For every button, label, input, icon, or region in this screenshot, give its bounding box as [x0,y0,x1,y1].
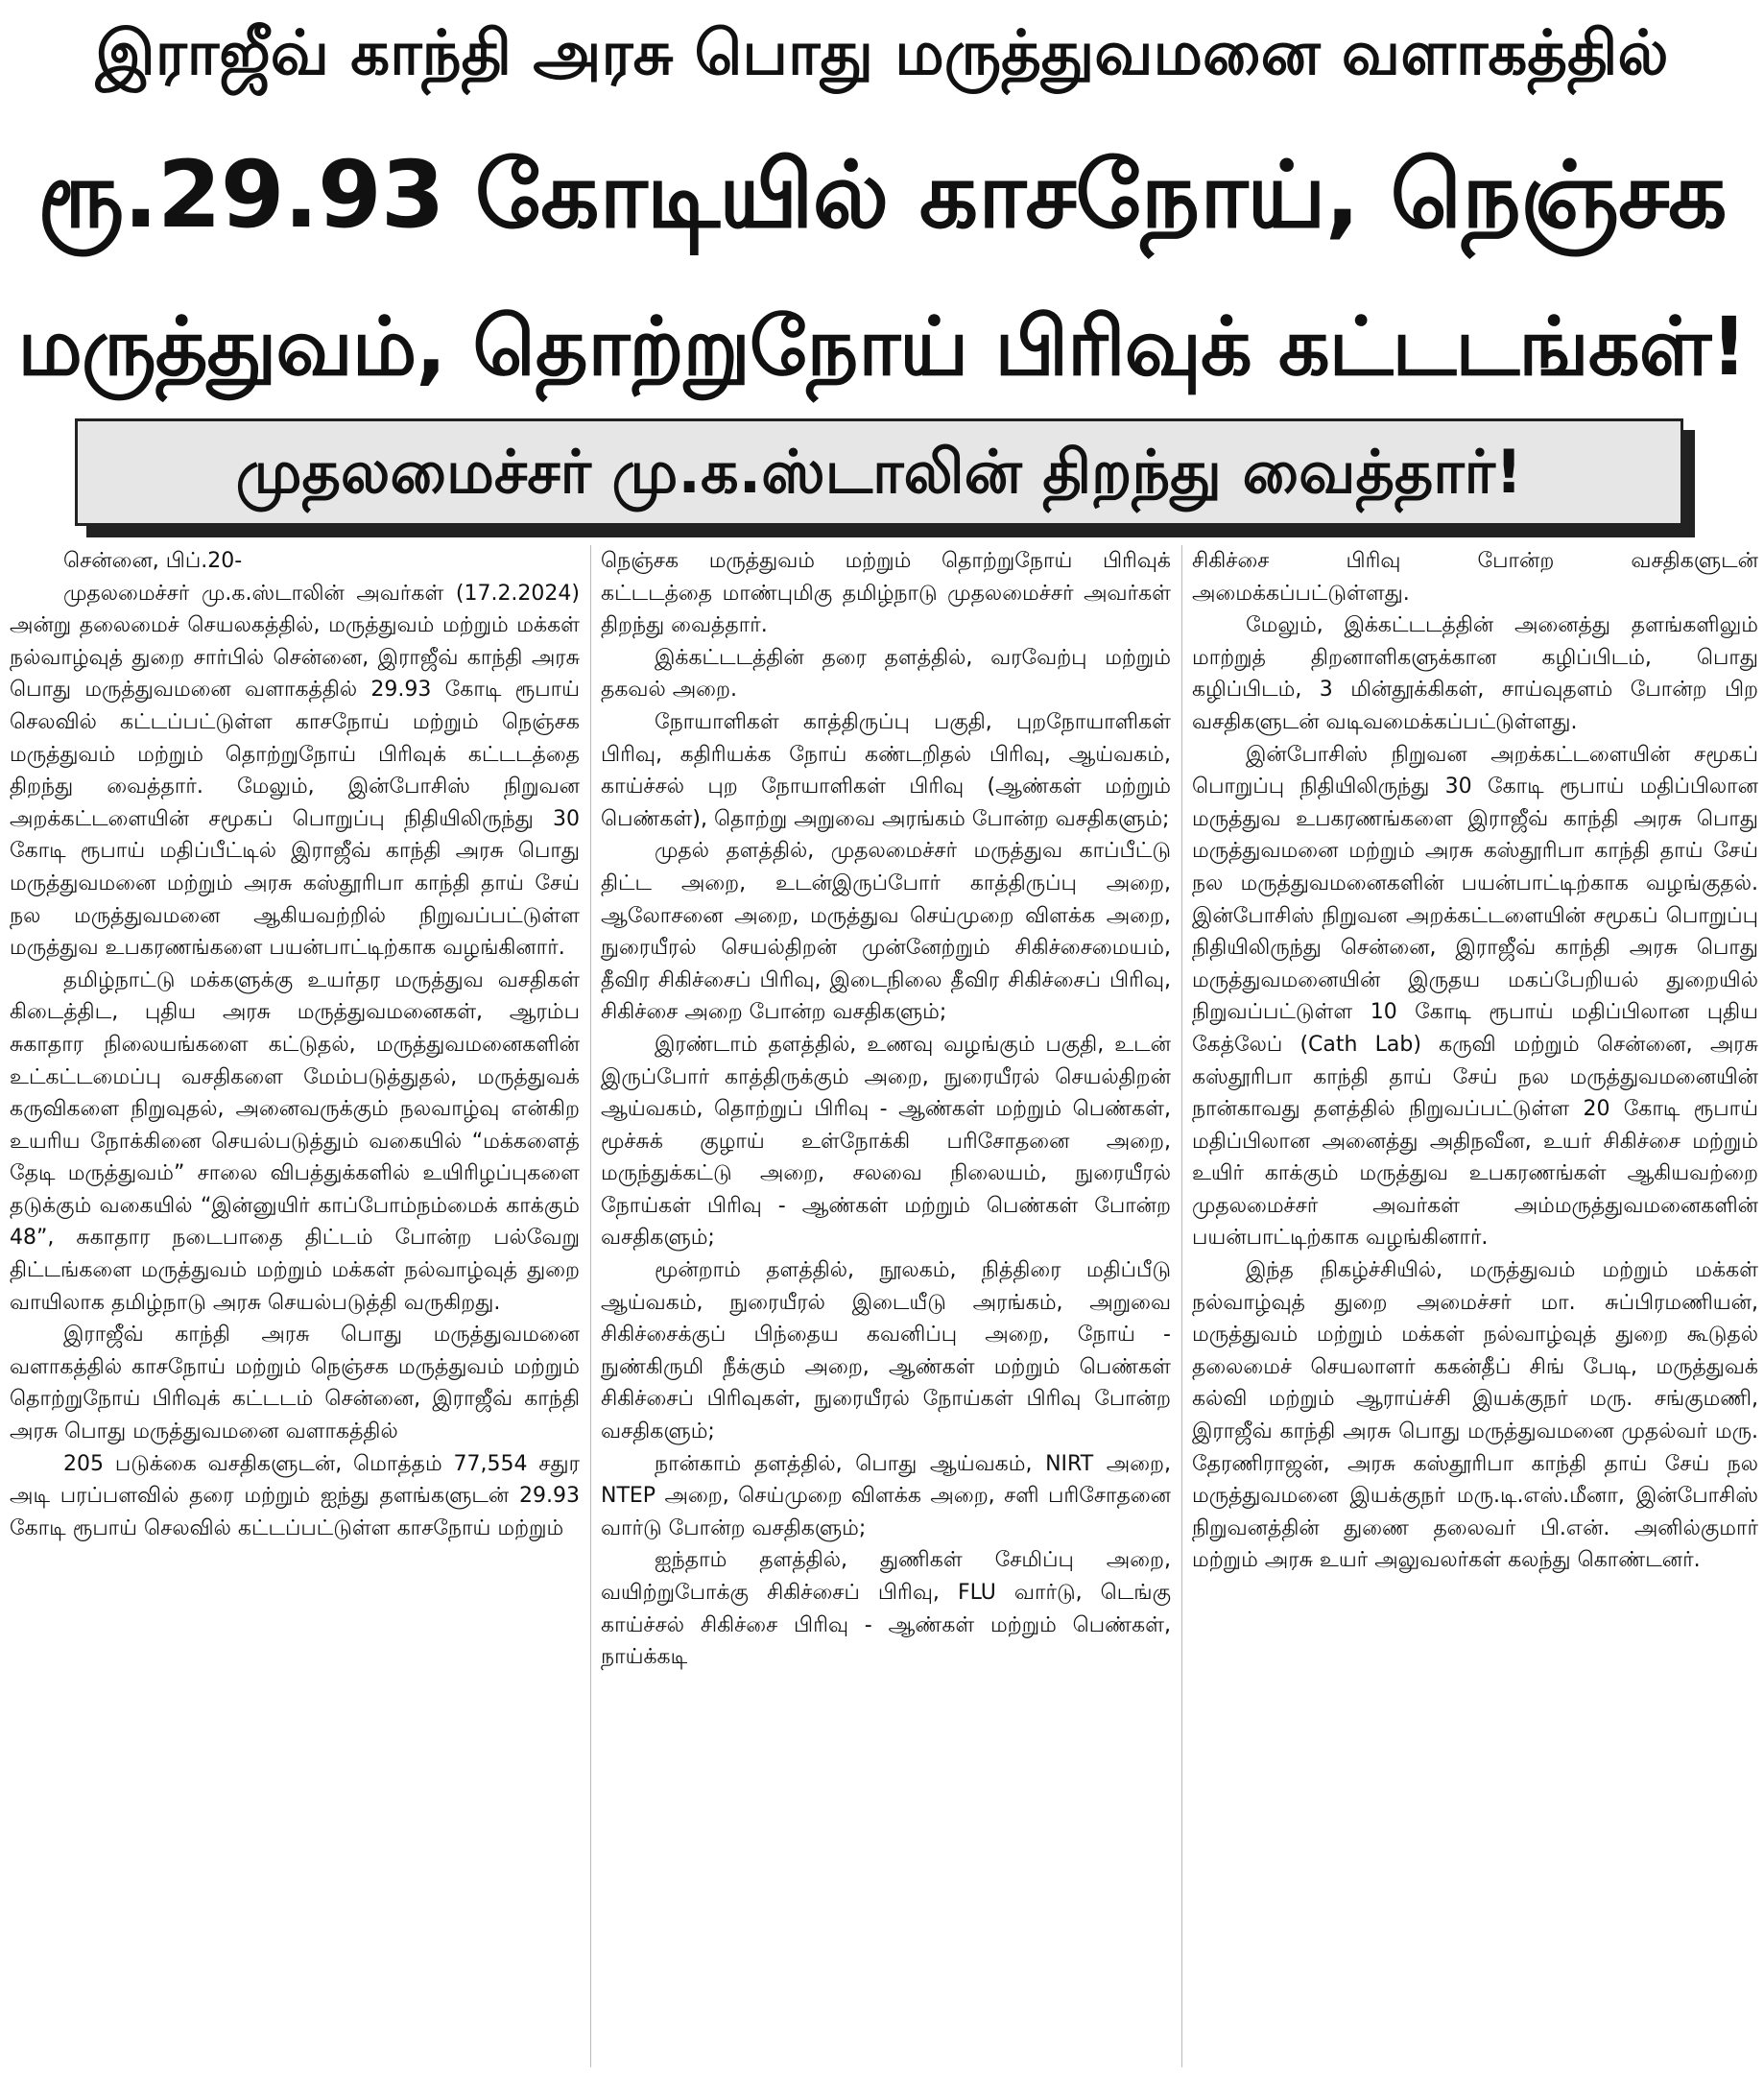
paragraph: நெஞ்சக மருத்துவம் மற்றும் தொற்றுநோய் பிரிவுக் கட்டடத்தை மாண்புமிகு தமிழ்நாடு முதலமைச்சர் அவர்கள் திறந்து வைத்தார். [601,549,1171,638]
paragraph: தமிழ்நாட்டு மக்களுக்கு உயர்தர மருத்துவ வசதிகள் கிடைத்திட, புதிய அரசு மருத்துவமனைகள், ஆரம்ப சுகாதார நிலையங்களை கட்டுதல், மருத்துவமனைகளின் உட்கட்டமைப்பு வசதிகளை மேம்படுத்துதல், மருத்துவக் கருவிகளை நிறுவுதல், அனைவருக்கும் நலவாழ்வு என்கிற உயரிய நோக்கினை செயல்படுத்தும் வகையில் “மக்களைத் தேடி மருத்துவம்” சாலை விபத்துக்களில் உயிரிழப்புகளை தடுக்கும் வகையில் “இன்னுயிர் காப்போம்நம்மைக் காக்கும் 48”, சுகாதார நடைபாதை திட்டம் போன்ற பல்வேறு திட்டங்களை மருத்துவம் மற்றும் மக்கள் நல்வாழ்வுத் துறை வாயிலாக தமிழ்நாடு அரசு செயல்படுத்தி வருகிறது. [10,967,580,1315]
paragraph: நோயாளிகள் காத்திருப்பு பகுதி, புறநோயாளிகள் பிரிவு, கதிரியக்க நோய் கண்டறிதல் பிரிவு, ஆய்வகம், காய்ச்சல் புற நோயாளிகள் பிரிவு (ஆண்கள் மற்றும் பெண்கள்), தொற்று அறுவை அரங்கம் போன்ற வசதிகளும்; [601,709,1171,831]
paragraph: ஐந்தாம் தளத்தில், துணிகள் சேமிப்பு அறை, வயிற்றுபோக்கு சிகிச்சைப் பிரிவு, FLU வார்டு, டெங்கு காய்ச்சல் சிகிச்சை பிரிவு - ஆண்கள் மற்றும் பெண்கள், நாய்க்கடி [601,1548,1171,1670]
headline-line-2: மருத்துவம், தொற்றுநோய் பிரிவுக் கட்டடங்கள்! [17,299,1747,394]
article-column-2 [601,545,1171,2067]
paragraph: முதலமைச்சர் மு.க.ஸ்டாலின் அவர்கள் (17.2.2024) அன்று தலைமைச் செயலகத்தில், மருத்துவம் மற்றும் மக்கள் நல்வாழ்வுத் துறை சார்பில் சென்னை, இராஜீவ் காந்தி அரசு பொது மருத்துவமனை வளாகத்தில் 29.93 கோடி ரூபாய் செலவில் கட்டப்பட்டுள்ள காசநோய் மற்றும் நெஞ்சக மருத்துவம் மற்றும் தொற்றுநோய் பிரிவுக் கட்டடத்தை திறந்து வைத்தார். மேலும், இன்போசிஸ் நிறுவன அறக்கட்டளையின் சமூகப் பொறுப்பு நிதியிலிருந்து 30 கோடி ரூபாய் மதிப்பீட்டில் இராஜீவ் காந்தி அரசு பொது மருத்துவமனை மற்றும் அரசு கஸ்தூரிபா காந்தி தாய் சேய் நல மருத்துவமனை ஆகியவற்றில் நிறுவப்பட்டுள்ள மருத்துவ உபகரணங்களை பயன்பாட்டிற்காக வழங்கினார். [10,581,580,961]
paragraph: நான்காம் தளத்தில், பொது ஆய்வகம், NIRT அறை, NTEP அறை, செய்முறை விளக்க அறை, சளி பரிசோதனை வார்டு போன்ற வசதிகளும்; [601,1451,1171,1540]
article-column-1 [10,545,580,2067]
paragraph: முதல் தளத்தில், முதலமைச்சர் மருத்துவ காப்பீட்டு திட்ட அறை, உடன்இருப்போர் காத்திருப்பு அறை, ஆலோசனை அறை, மருத்துவ செய்முறை விளக்க அறை, நுரையீரல் செயல்திறன் முன்னேற்றும் சிகிச்சைமையம், தீவிர சிகிச்சைப் பிரிவு, இடைநிலை தீவிர சிகிச்சைப் பிரிவு, சிகிச்சை அறை போன்ற வசதிகளும்; [601,839,1171,1025]
paragraph: மேலும், இக்கட்டடத்தின் அனைத்து தளங்களிலும் மாற்றுத் திறனாளிகளுக்கான கழிப்பிடம், பொது கழிப்பிடம், 3 மின்தூக்கிகள், சாய்வுதளம் போன்ற பிற வசதிகளுடன் வடிவமைக்கப்பட்டுள்ளது. [1192,613,1758,734]
paragraph: இந்த நிகழ்ச்சியில், மருத்துவம் மற்றும் மக்கள் நல்வாழ்வுத் துறை அமைச்சர் மா. சுப்பிரமணியன், மருத்துவம் மற்றும் மக்கள் நல்வாழ்வுத் துறை கூடுதல் தலைமைச் செயலாளர் ககன்தீப் சிங் பேடி, மருத்துவக் கல்வி மற்றும் ஆராய்ச்சி இயக்குநர் மரு. சங்குமணி, இராஜீவ் காந்தி அரசு பொது மருத்துவமனை முதல்வர் மரு. தேரணிராஜன், அரசு கஸ்தூரிபா காந்தி தாய் சேய் நல மருத்துவமனை இயக்குநர் மரு.டி.எஸ்.மீனா, இன்போசிஸ் நிறுவனத்தின் துணை தலைவர் பி.என். அனில்குமார் மற்றும் அரசு உயர் அலுவலர்கள் கலந்து கொண்டனர். [1192,1258,1758,1573]
paragraph: இக்கட்டடத்தின் தரை தளத்தில், வரவேற்பு மற்றும் தகவல் அறை. [601,645,1171,703]
paragraph: இராஜீவ் காந்தி அரசு பொது மருத்துவமனை வளாகத்தில் காசநோய் மற்றும் நெஞ்சக மருத்துவம் மற்றும் தொற்றுநோய் பிரிவுக் கட்டடம் சென்னை, இராஜீவ் காந்தி அரசு பொது மருத்துவமனை வளாகத்தில் [10,1323,580,1444]
paragraph: சிகிச்சை பிரிவு போன்ற வசதிகளுடன் அமைக்கப்பட்டுள்ளது. [1192,549,1758,606]
deck-subheadline: முதலமைச்சர் மு.க.ஸ்டாலின் திறந்து வைத்தார்! [75,418,1683,526]
kicker-headline: இராஜீவ் காந்தி அரசு பொது மருத்துவமனை வளாகத்தில் [95,18,1669,89]
paragraph: மூன்றாம் தளத்தில், நூலகம், நித்திரை மதிப்பீடு ஆய்வகம், நுரையீரல் இடையீடு அரங்கம், அறுவை சிகிச்சைக்குப் பிந்தைய கவனிப்பு அறை, நோய் - நுண்கிருமி நீக்கும் அறை, ஆண்கள் மற்றும் பெண்கள் சிகிச்சைப் பிரிவுகள், நுரையீரல் நோய்கள் பிரிவு போன்ற வசதிகளும்; [601,1258,1171,1444]
headline-line-1: ரூ.29.93 கோடியில் காசநோய், நெஞ்சக [37,141,1727,249]
column-rule [1181,545,1182,2067]
column-rule [590,545,591,2067]
paragraph: 205 படுக்கை வசதிகளுடன், மொத்தம் 77,554 சதுர அடி பரப்பளவில் தரை மற்றும் ஐந்து தளங்களுடன் 29.93 கோடி ரூபாய் செலவில் கட்டப்பட்டுள்ள காசநோய் மற்றும் [10,1451,580,1540]
dateline: சென்னை, பிப்.20- [63,549,243,573]
paragraph: இரண்டாம் தளத்தில், உணவு வழங்கும் பகுதி, உடன் இருப்போர் காத்திருக்கும் அறை, நுரையீரல் செயல்திறன் ஆய்வகம், தொற்றுப் பிரிவு - ஆண்கள் மற்றும் பெண்கள், மூச்சுக் குழாய் உள்நோக்கி பரிசோதனை அறை, மருந்துக்கட்டு அறை, சலவை நிலையம், நுரையீரல் நோய்கள் பிரிவு - ஆண்கள் மற்றும் பெண்கள் போன்ற வசதிகளும்; [601,1032,1171,1251]
article-column-3 [1192,545,1758,2067]
paragraph: இன்போசிஸ் நிறுவன அறக்கட்டளையின் சமூகப் பொறுப்பு நிதியிலிருந்து 30 கோடி ரூபாய் மதிப்பிலான மருத்துவ உபகரணங்களை இராஜீவ் காந்தி அரசு பொது மருத்துவமனை மற்றும் அரசு கஸ்தூரிபா காந்தி தாய் சேய் நல மருத்துவமனைகளின் பயன்பாட்டிற்காக வழங்குதல். இன்போசிஸ் நிறுவன அறக்கட்டளையின் சமூகப் பொறுப்பு நிதியிலிருந்து சென்னை, இராஜீவ் காந்தி அரசு பொது மருத்துவமனையின் இருதய மகப்பேறியல் துறையில் நிறுவப்பட்டுள்ள 10 கோடி ரூபாய் மதிப்பிலான புதிய கேத்லேப் (Cath Lab) கருவி மற்றும் சென்னை, அரசு கஸ்தூரிபா காந்தி தாய் சேய் நல மருத்துவமனையின் நான்காவது தளத்தில் நிறுவப்பட்டுள்ள 20 கோடி ரூபாய் மதிப்பிலான அனைத்து அதிநவீன, உயர் சிகிச்சை மற்றும் உயிர் காக்கும் மருத்துவ உபகரணங்கள் ஆகியவற்றை முதலமைச்சர் அவர்கள் அம்மருத்துவமனைகளின் பயன்பாட்டிற்காக வழங்கினார். [1192,742,1758,1251]
